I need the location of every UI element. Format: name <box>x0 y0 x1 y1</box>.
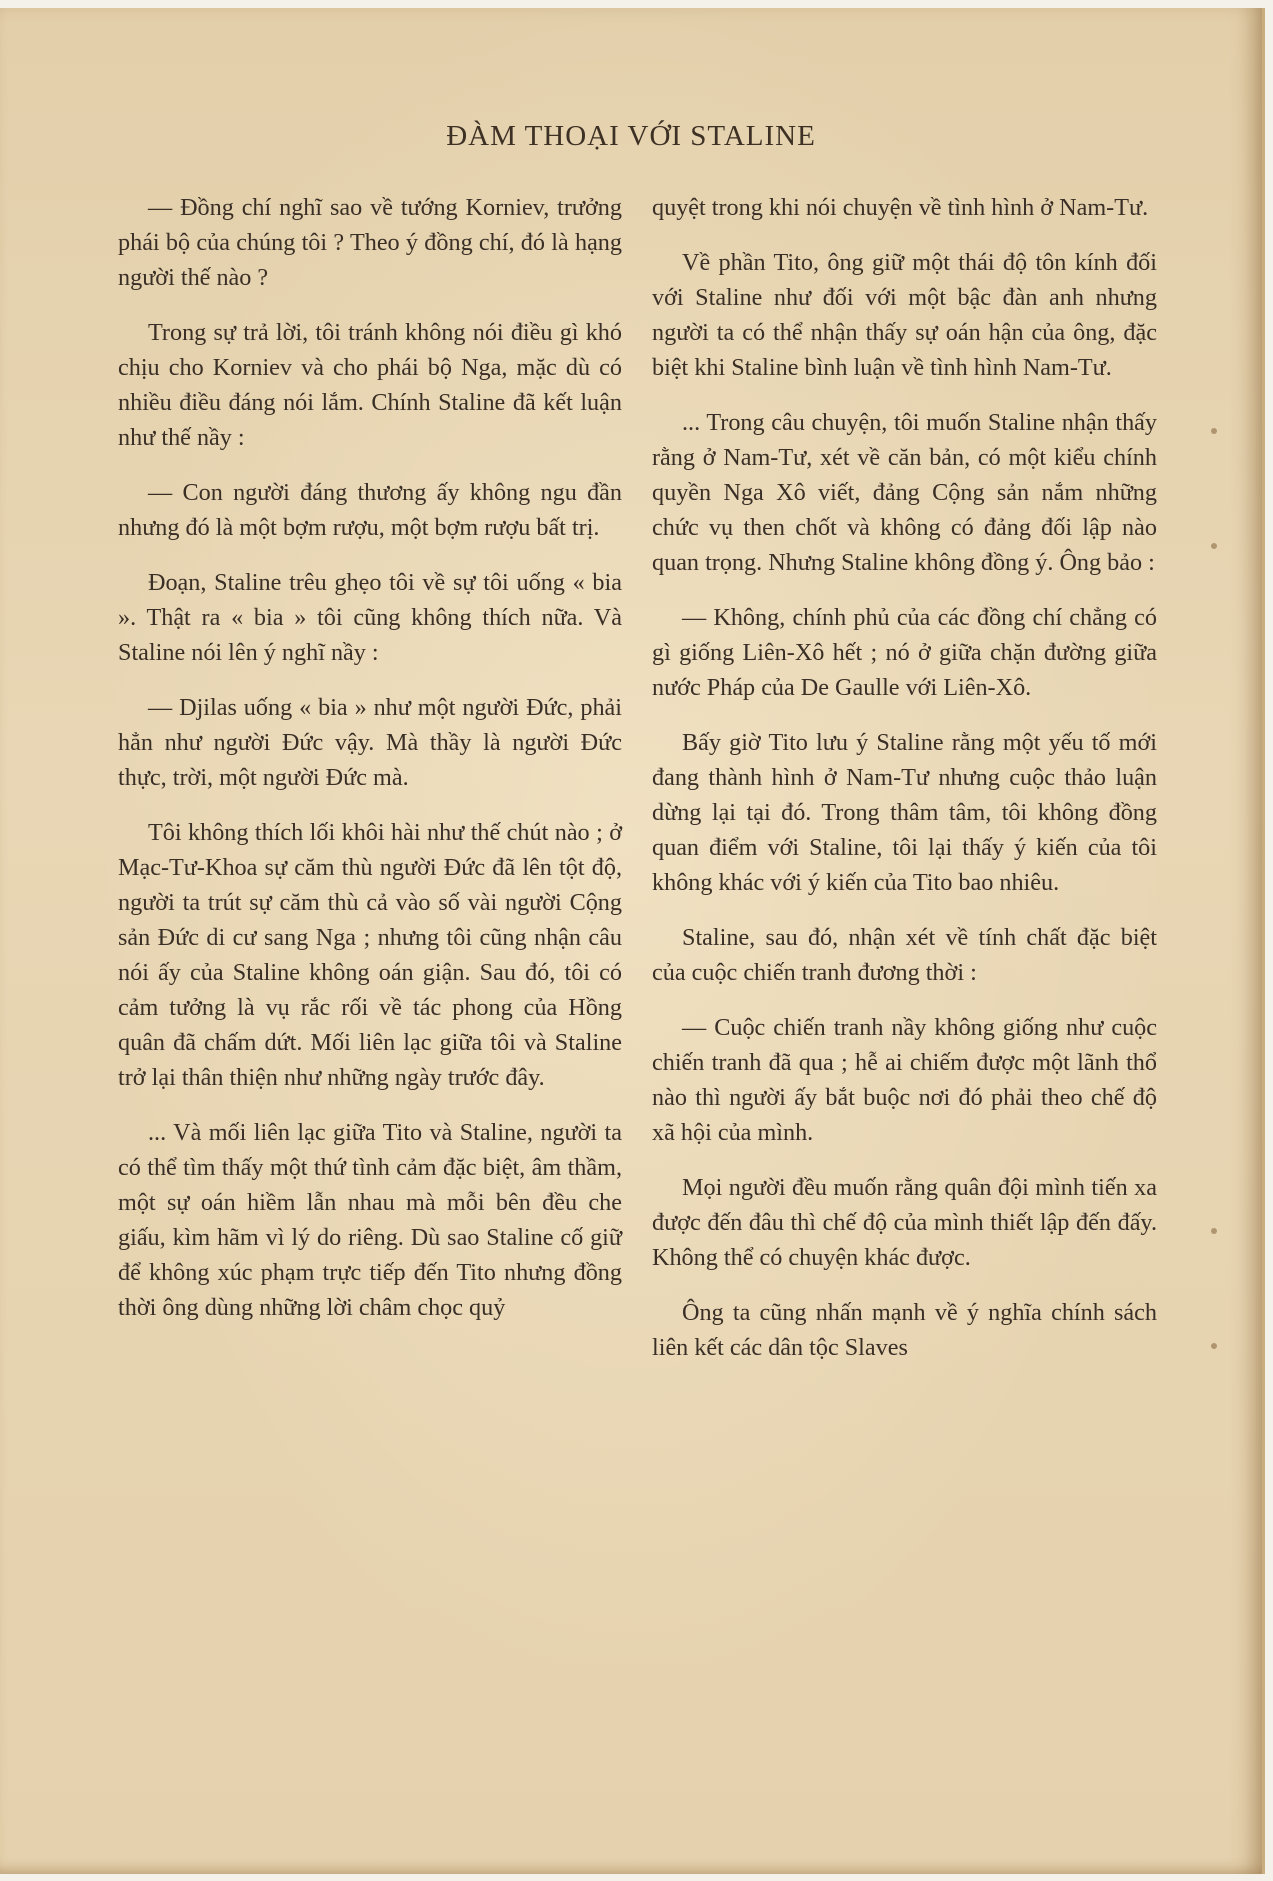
paragraph: Ông ta cũng nhấn mạnh về ý nghĩa chính sách liên kết các dân tộc Slaves <box>652 1299 1157 1361</box>
right-column <box>652 190 1157 1385</box>
paragraph: — Con người đáng thương ấy không ngu đần nhưng đó là một bợm rượu, một bợm rượu bất trị. <box>118 479 622 541</box>
paragraph: Đoạn, Staline trêu ghẹo tôi về sự tôi uống « bia ». Thật ra « bia » tôi cũng không thích nữa. Và Staline nói lên ý nghĩ nầy : <box>118 569 622 666</box>
paragraph: Mọi người đều muốn rằng quân đội mình tiến xa được đến đâu thì chế độ của mình thiết lập đến đấy. Không thể có chuyện khác được. <box>652 1174 1157 1271</box>
paper-speck <box>1211 543 1217 549</box>
paper-speck <box>1211 1343 1217 1349</box>
paper-speck <box>1211 428 1217 434</box>
paragraph: — Đồng chí nghĩ sao về tướng Korniev, trưởng phái bộ của chúng tôi ? Theo ý đồng chí, đó là hạng người thế nào ? <box>118 194 622 291</box>
paragraph: Về phần Tito, ông giữ một thái độ tôn kính đối với Staline như đối với một bậc đàn anh nhưng người ta có thể nhận thấy sự oán hận của ông, đặc biệt khi Staline bình luận về tình hình Nam-Tư. <box>652 249 1157 381</box>
book-page <box>0 8 1265 1874</box>
paragraph: — Djilas uống « bia » như một người Đức, phải hẳn như người Đức vậy. Mà thầy là người Đức thực, trời, một người Đức mà. <box>118 694 622 791</box>
running-header: ĐÀM THOẠI VỚI STALINE <box>446 120 816 152</box>
paragraph: ... Trong câu chuyện, tôi muốn Staline nhận thấy rằng ở Nam-Tư, xét về căn bản, có một kiểu chính quyền Nga Xô viết, đảng Cộng sản nắm những chức vụ then chốt và không có đảng đối lập nào quan trọng. Nhưng Staline không đồng ý. Ông bảo : <box>652 409 1157 576</box>
paper-speck <box>1211 1228 1217 1234</box>
paragraph: — Cuộc chiến tranh nầy không giống như cuộc chiến tranh đã qua ; hễ ai chiếm được một lãnh thổ nào thì người ấy bắt buộc nơi đó phải theo chế độ xã hội của mình. <box>652 1014 1157 1146</box>
paragraph: ... Và mối liên lạc giữa Tito và Staline, người ta có thể tìm thấy một thứ tình cảm đặc biệt, âm thầm, một sự oán hiềm lẫn nhau mà mỗi bên đều che giấu, kìm hãm vì lý do riêng. Dù sao Staline cố giữ để không xúc phạm trực tiếp đến Tito nhưng đồng thời ông dùng những lời châm chọc quỷ <box>118 1119 622 1321</box>
paragraph: — Không, chính phủ của các đồng chí chẳng có gì giống Liên-Xô hết ; nó ở giữa chặn đường giữa nước Pháp của De Gaulle với Liên-Xô. <box>652 604 1157 701</box>
paragraph-continuation: quyệt trong khi nói chuyện về tình hình ở Nam-Tư. <box>652 194 1149 221</box>
left-column <box>118 190 622 1345</box>
paragraph: Bấy giờ Tito lưu ý Staline rằng một yếu tố mới đang thành hình ở Nam-Tư nhưng cuộc thảo luận dừng lại tại đó. Trong thâm tâm, tôi không đồng quan điểm với Staline, tôi lại thấy ý kiến của tôi không khác với ý kiến của Tito bao nhiêu. <box>652 729 1157 896</box>
paragraph: Trong sự trả lời, tôi tránh không nói điều gì khó chịu cho Korniev và cho phái bộ Nga, mặc dù có nhiều điều đáng nói lắm. Chính Staline đã kết luận như thế nầy : <box>118 319 622 451</box>
paragraph: Staline, sau đó, nhận xét về tính chất đặc biệt của cuộc chiến tranh đương thời : <box>652 924 1157 986</box>
paragraph: Tôi không thích lối khôi hài như thế chút nào ; ở Mạc-Tư-Khoa sự căm thù người Đức đã lên tột độ, người ta trút sự căm thù cả vào số vài người Cộng sản Đức di cư sang Nga ; nhưng tôi cũng nhận câu nói ấy của Staline không oán giận. Sau đó, tôi có cảm tưởng là vụ rắc rối về tác phong của Hồng quân đã chấm dứt. Mối liên lạc giữa tôi và Staline trở lại thân thiện như những ngày trước đây. <box>118 819 622 1091</box>
